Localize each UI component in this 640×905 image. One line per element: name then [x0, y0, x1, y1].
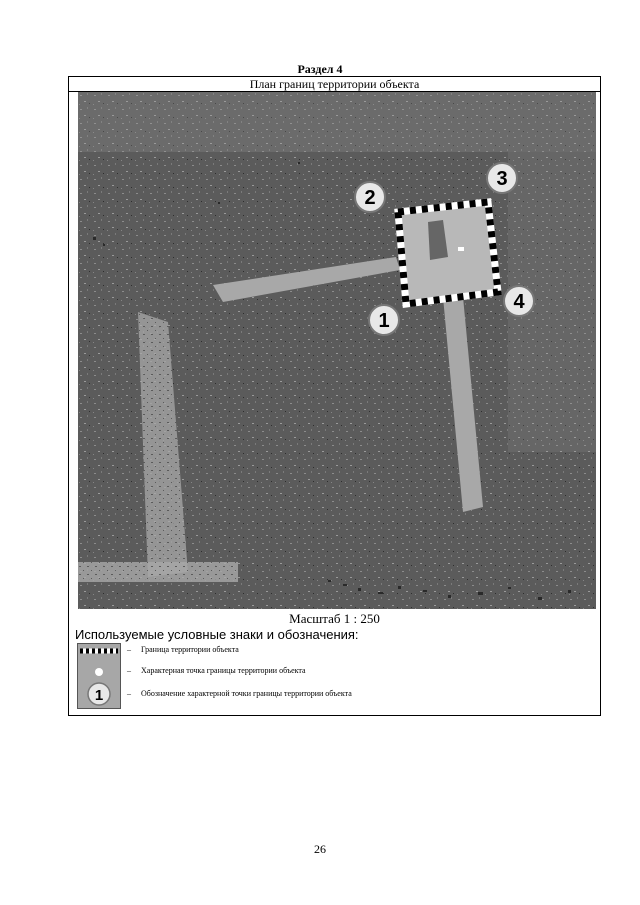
legend-swatch: [77, 643, 121, 709]
plan-title: План границ территории объекта: [69, 77, 600, 92]
legend-title: Используемые условные знаки и обозначения:: [75, 627, 359, 642]
boundary-point-2[interactable]: [355, 182, 385, 212]
boundary-point-1-label: 1: [378, 310, 390, 332]
legend-item-label: [127, 689, 352, 698]
legend-point-sample: [95, 668, 103, 676]
section-title: Раздел 4: [297, 62, 343, 76]
boundary-point-1[interactable]: [369, 305, 399, 335]
legend-item-text: Характерная точка границы территории объекта: [141, 666, 306, 675]
legend-item-dash: –: [127, 645, 131, 654]
legend-item-text: Обозначение характерной точки границы территории объекта: [141, 689, 352, 698]
light-noise-top: [78, 92, 596, 152]
plot-interior: [398, 202, 498, 304]
legend-item-point: [127, 666, 306, 675]
boundary-point-2-label: 2: [364, 187, 376, 209]
boundary-point-3-label: 3: [496, 168, 508, 190]
boundary-point-4[interactable]: [504, 286, 534, 316]
legend-item-dash: –: [127, 689, 131, 698]
page-number: 26: [314, 842, 326, 856]
plan-frame: [68, 76, 601, 716]
bottom-band: [78, 562, 238, 582]
scale-label: Масштаб 1 : 250: [289, 611, 380, 626]
legend-item-dash: –: [127, 666, 131, 675]
map-svg: [78, 92, 596, 609]
legend-label-sample-text: 1: [94, 687, 104, 704]
aerial-map[interactable]: [78, 92, 596, 609]
legend-swatch-svg: [78, 644, 120, 708]
boundary-point-3[interactable]: [487, 163, 517, 193]
legend-item-text: Граница территории объекта: [141, 645, 239, 654]
plot-feature-2: [458, 247, 464, 251]
legend-item-boundary: [127, 645, 239, 654]
boundary-point-4-label: 4: [513, 291, 525, 313]
